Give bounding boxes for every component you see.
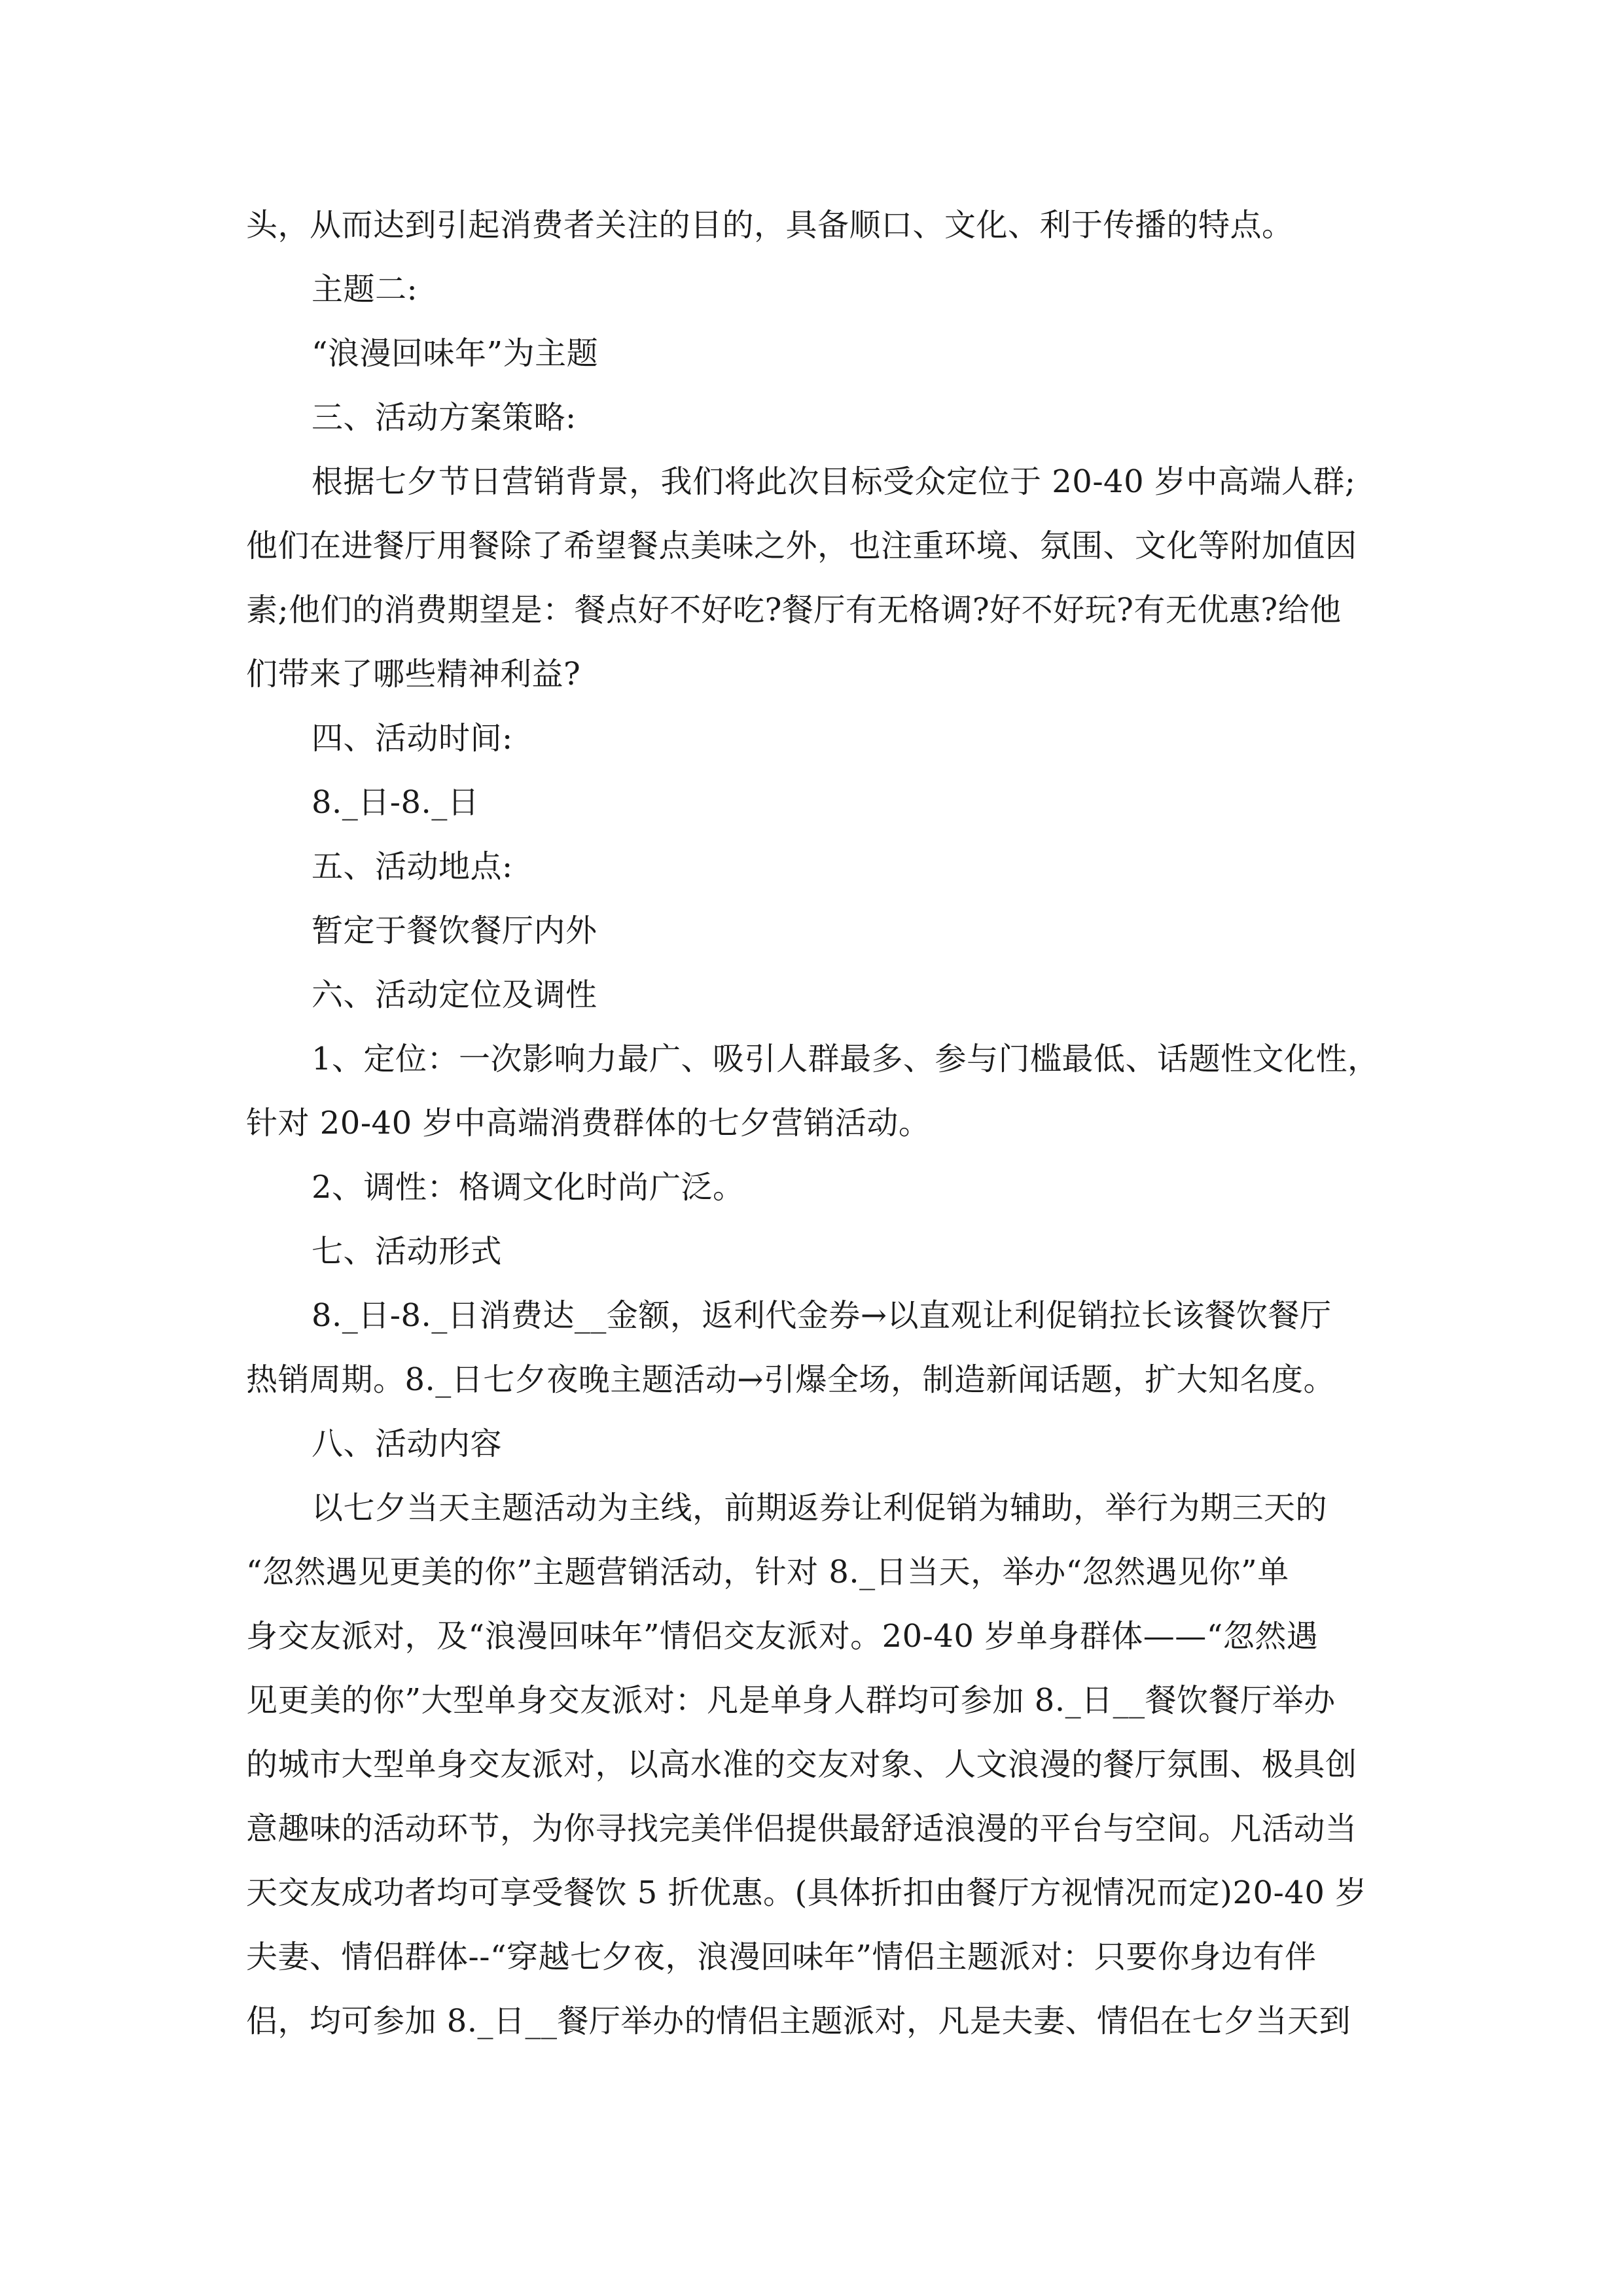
text-line: 夫妻、情侣群体--“穿越七夕夜，浪漫回味年”情侣主题派对：只要你身边有伴 [246, 1939, 1317, 1975]
text-line: 的城市大型单身交友派对，以高水准的交友对象、人文浪漫的餐厅氛围、极具创 [246, 1746, 1357, 1783]
text-line: 主题二: [312, 271, 418, 308]
text-line: 七、活动形式 [312, 1233, 503, 1270]
text-line: 1、定位：一次影响力最广、吸引人群最多、参与门槛最低、话题性文化性， [312, 1041, 1380, 1077]
text-line: 天交友成功者均可享受餐饮 5 折优惠。(具体折扣由餐厅方视情况而定)20-40 岁 [246, 1874, 1367, 1911]
document-body [246, 193, 1387, 2053]
text-line: 六、活动定位及调性 [312, 977, 597, 1013]
text-line: “浪漫回味年”为主题 [312, 335, 599, 372]
text-line: 以七夕当天主题活动为主线，前期返券让利促销为辅助，举行为期三天的 [312, 1490, 1328, 1526]
text-line: 头，从而达到引起消费者关注的目的，具备顺口、文化、利于传播的特点。 [246, 207, 1294, 243]
text-line: 素;他们的消费期望是：餐点好不好吃?餐厅有无格调?好不好玩?有无优惠?给他 [246, 592, 1342, 628]
text-line: 暂定于餐饮餐厅内外 [312, 912, 597, 949]
text-line: 身交友派对，及“浪漫回味年”情侣交友派对。20-40 岁单身群体——“忽然遇 [246, 1618, 1319, 1655]
text-line: 八、活动内容 [312, 1426, 503, 1462]
text-line: 侣，均可参加 8._日__餐厅举办的情侣主题派对，凡是夫妻、情侣在七夕当天到 [246, 2003, 1351, 2039]
text-line: 根据七夕节日营销背景，我们将此次目标受众定位于 20-40 岁中高端人群; [312, 463, 1356, 500]
text-line: 们带来了哪些精神利益? [246, 656, 581, 692]
text-line: 四、活动时间: [312, 720, 513, 757]
text-line: 2、调性：格调文化时尚广泛。 [312, 1169, 745, 1206]
text-line: 他们在进餐厅用餐除了希望餐点美味之外，也注重环境、氛围、文化等附加值因 [246, 528, 1357, 564]
text-line: 三、活动方案策略: [312, 399, 577, 436]
text-line: “忽然遇见更美的你”主题营销活动，针对 8._日当天，举办“忽然遇见你”单 [246, 1554, 1289, 1590]
text-line: 意趣味的活动环节，为你寻找完美伴侣提供最舒适浪漫的平台与空间。凡活动当 [246, 1810, 1357, 1847]
text-line: 五、活动地点: [312, 848, 513, 885]
text-line: 针对 20-40 岁中高端消费群体的七夕营销活动。 [246, 1105, 931, 1141]
text-line: 8._日-8._日 [312, 784, 480, 821]
text-line: 见更美的你”大型单身交友派对：凡是单身人群均可参加 8._日__餐饮餐厅举办 [246, 1682, 1336, 1719]
text-line: 热销周期。8._日七夕夜晚主题活动→引爆全场，制造新闻话题，扩大知名度。 [246, 1361, 1336, 1398]
text-line: 8._日-8._日消费达__金额，返利代金券→以直观让利促销拉长该餐饮餐厅 [312, 1297, 1332, 1334]
